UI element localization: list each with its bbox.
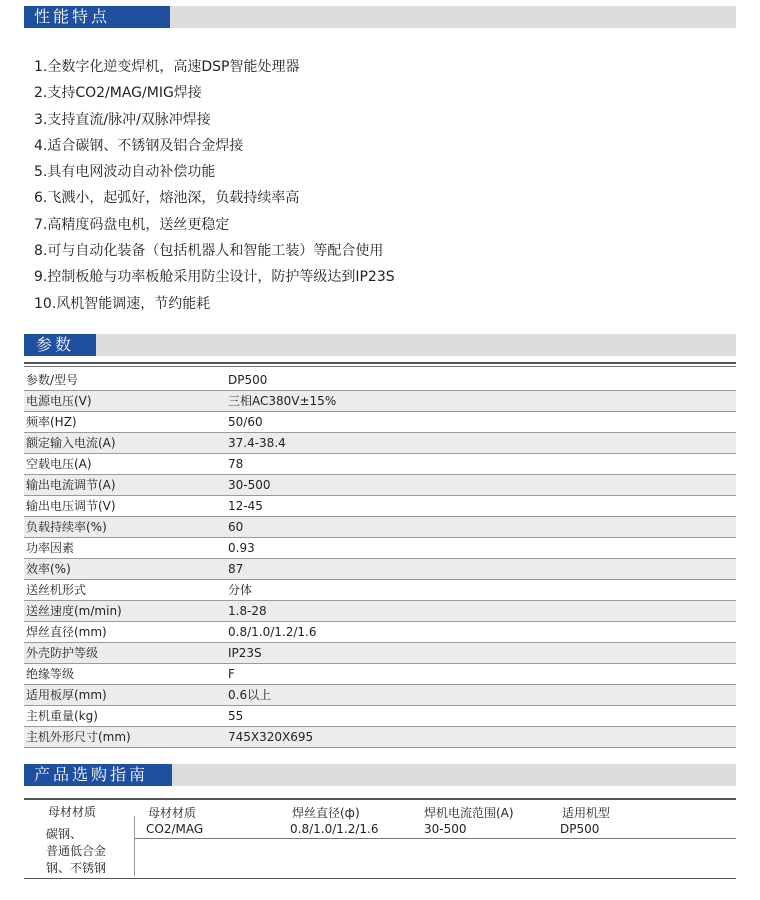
feature-item: 2.支持CO2/MAG/MIG焊接: [34, 85, 202, 102]
spec-label: 外壳防护等级: [24, 643, 226, 664]
spec-row: [24, 727, 736, 748]
feature-item: 7.高精度码盘电机，送丝更稳定: [34, 216, 230, 233]
guide-row-rule: [134, 838, 736, 839]
guide-header-current: 焊机电流范围(A): [424, 806, 514, 820]
spec-value: IP23S: [226, 643, 736, 664]
spec-value: DP500: [226, 370, 736, 391]
spec-row: [24, 559, 736, 580]
spec-value: 0.8/1.0/1.2/1.6: [226, 622, 736, 643]
spec-row: [24, 538, 736, 559]
guide-cell-material: CO2/MAG: [146, 822, 204, 836]
spec-row: [24, 475, 736, 496]
spec-value: F: [226, 664, 736, 685]
spec-label: 效率(%): [24, 559, 226, 580]
feature-item: 8.可与自动化装备（包括机器人和智能工装）等配合使用: [34, 243, 384, 260]
feature-item: 5.具有电网波动自动补偿功能: [34, 164, 216, 181]
spec-label: 额定输入电流(A): [24, 433, 226, 454]
spec-label: 电源电压(V): [24, 391, 226, 412]
spec-row: [24, 643, 736, 664]
guide-header-material: 母材材质: [148, 806, 197, 820]
guide-cell-current: 30-500: [424, 822, 467, 836]
table-top-rule: [24, 362, 736, 364]
spec-label: 输出电压调节(V): [24, 496, 226, 517]
spec-label: 适用板厚(mm): [24, 685, 226, 706]
spec-row: [24, 412, 736, 433]
feature-item: 1.全数字化逆变焊机，高速DSP智能处理器: [34, 59, 300, 75]
section-header-params: [24, 334, 736, 356]
feature-item: 6.飞溅小，起弧好，熔池深，负载持续率高: [34, 190, 300, 207]
spec-label: 焊丝直径(mm): [24, 622, 226, 643]
guide-material-line: 普通低合金: [46, 844, 107, 858]
guide-top-rule: [24, 798, 736, 800]
feature-list: [34, 54, 395, 317]
spec-value: 0.93: [226, 538, 736, 559]
spec-row: [24, 391, 736, 412]
spec-label: 空载电压(A): [24, 454, 226, 475]
spec-row: [24, 496, 736, 517]
section-title-params: 参数: [24, 334, 92, 356]
spec-label: 负载持续率(%): [24, 517, 226, 538]
spec-value: 745X320X695: [226, 727, 736, 748]
spec-value: 0.6以上: [226, 685, 736, 706]
spec-row: [24, 622, 736, 643]
spec-label: 送丝速度(m/min): [24, 601, 226, 622]
spec-label: 主机外形尺寸(mm): [24, 727, 226, 748]
spec-table: [24, 370, 736, 748]
guide-cell-wire: 0.8/1.0/1.2/1.6: [290, 822, 379, 836]
spec-value: 30-500: [226, 475, 736, 496]
spec-value: 三相AC380V±15%: [226, 391, 736, 412]
spec-label: 参数/型号: [24, 370, 226, 391]
table-top-rule-thin: [24, 366, 736, 367]
spec-value: 50/60: [226, 412, 736, 433]
spec-row: [24, 685, 736, 706]
spec-label: 主机重量(kg): [24, 706, 226, 727]
spec-row: [24, 706, 736, 727]
guide-materials: [46, 826, 106, 877]
section-title-features: 性能特点: [24, 6, 166, 28]
spec-value: 60: [226, 517, 736, 538]
spec-row: [24, 454, 736, 475]
spec-label: 绝缘等级: [24, 664, 226, 685]
spec-value: 分体: [226, 580, 736, 601]
guide-column-divider: [134, 816, 135, 876]
spec-label: 频率(HZ): [24, 412, 226, 433]
section-header-features: [24, 6, 736, 28]
section-header-guide: [24, 764, 736, 786]
spec-value: 1.8-28: [226, 601, 736, 622]
feature-item: 10.风机智能调速，节约能耗: [34, 295, 211, 312]
guide-header-wire: 焊丝直径(ф): [292, 806, 360, 820]
guide-material-line: 钢、不锈钢: [46, 861, 107, 875]
spec-row: [24, 433, 736, 454]
spec-value: 12-45: [226, 496, 736, 517]
guide-bottom-rule: [24, 878, 736, 879]
spec-value: 37.4-38.4: [226, 433, 736, 454]
spec-value: 78: [226, 454, 736, 475]
spec-label: 送丝机形式: [24, 580, 226, 601]
feature-item: 4.适合碳钢、不锈钢及铝合金焊接: [34, 137, 244, 154]
feature-item: 9.控制板舱与功率板舱采用防尘设计，防护等级达到IP23S: [34, 269, 395, 286]
section-title-guide: 产品选购指南: [24, 764, 168, 786]
spec-label: 功率因素: [24, 538, 226, 559]
guide-header-model: 适用机型: [562, 806, 611, 820]
spec-value: 55: [226, 706, 736, 727]
spec-row: [24, 664, 736, 685]
spec-row: [24, 370, 736, 391]
spec-label: 输出电流调节(A): [24, 475, 226, 496]
spec-row: [24, 601, 736, 622]
guide-material-line: 碳钢、: [46, 827, 83, 841]
feature-item: 3.支持直流/脉冲/双脉冲焊接: [34, 111, 211, 128]
guide-left-header: 母材材质: [48, 805, 97, 819]
guide-cell-model: DP500: [560, 822, 600, 836]
spec-value: 87: [226, 559, 736, 580]
spec-row: [24, 580, 736, 601]
spec-row: [24, 517, 736, 538]
